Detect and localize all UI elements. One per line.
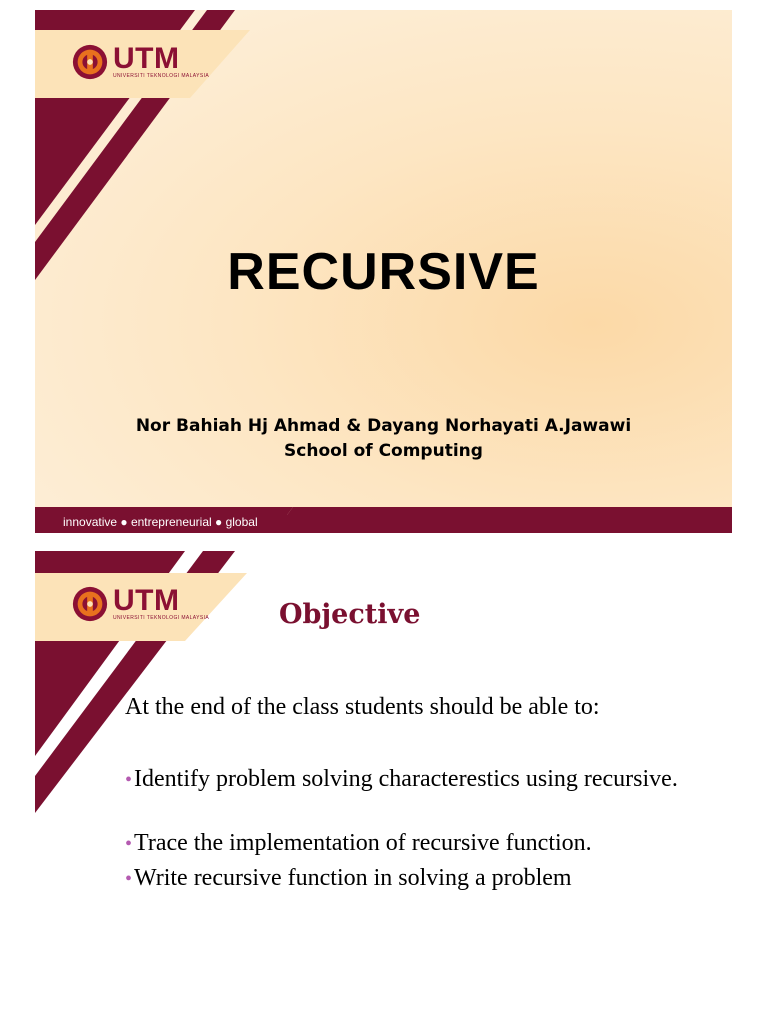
bullet-icon: • [125, 868, 133, 890]
objective-bullet-text: Write recursive function in solving a problem [134, 865, 572, 891]
slide-title: Objective [279, 599, 421, 630]
objective-slide [35, 551, 732, 1023]
logo-wordmark: UTM [113, 42, 180, 75]
utm-emblem-icon [71, 43, 109, 81]
tagline: innovative ● entrepreneurial ● global [63, 515, 258, 529]
objective-bullet [125, 763, 715, 796]
objective-bullet [125, 829, 722, 858]
utm-emblem-icon [71, 585, 109, 623]
objective-bullet [125, 864, 722, 893]
objective-bullet-text: Identify problem solving characterestics using recursive. [134, 766, 678, 792]
logo-wordmark: UTM [113, 584, 180, 617]
utm-logo [71, 43, 209, 81]
slide-title: RECURSIVE [227, 243, 540, 301]
title-slide [35, 10, 732, 533]
logo-subtitle: UNIVERSITI TEKNOLOGI MALAYSIA [113, 73, 210, 79]
bullet-icon: • [125, 769, 133, 791]
utm-logo [71, 585, 209, 623]
logo-subtitle: UNIVERSITI TEKNOLOGI MALAYSIA [113, 615, 210, 621]
slide-authors: Nor Bahiah Hj Ahmad & Dayang Norhayati A.Jawawi [135, 416, 632, 436]
objective-bullet-text: Trace the implementation of recursive function. [134, 830, 592, 856]
slide-school: School of Computing [284, 441, 483, 461]
bullet-icon: • [125, 833, 133, 855]
objective-intro: At the end of the class students should be able to: [125, 694, 600, 720]
